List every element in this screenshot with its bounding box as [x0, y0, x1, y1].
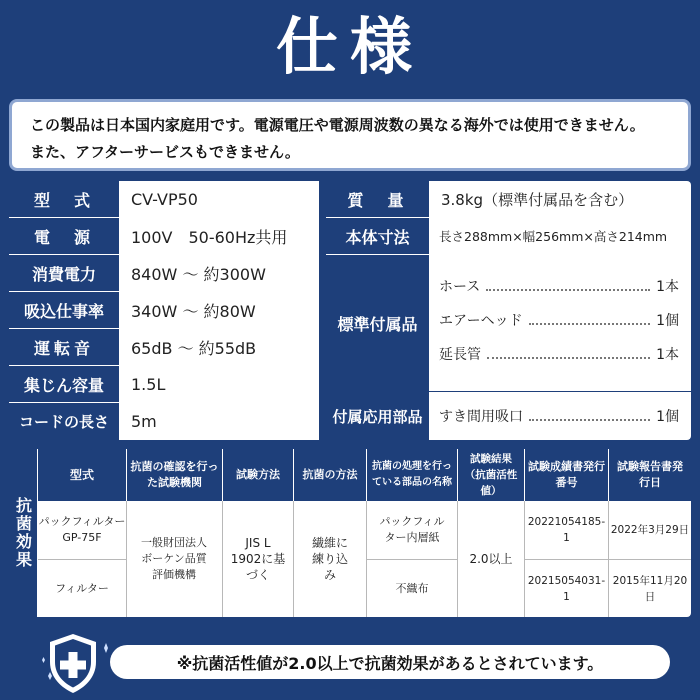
capacity-value: 1.5L — [131, 374, 166, 394]
row2-report-no: 20215054031-1 — [527, 574, 606, 603]
row1-report-no: 20221054185-1 — [527, 516, 606, 544]
header-part: 抗菌の処理を行っている部品の名称 — [367, 449, 457, 501]
row2-model: フィルター — [55, 581, 109, 595]
optional-label: 付属応用部品 — [326, 392, 429, 440]
shield-icon — [28, 626, 118, 698]
power-label: 電 源 — [9, 218, 119, 254]
method-value: JIS L 1902に基づく — [230, 536, 286, 582]
page-title: 仕様 — [275, 10, 424, 83]
row2-part: 不織布 — [395, 581, 429, 595]
header-lab: 抗菌の確認を行った試験機関 — [127, 449, 222, 501]
consumption-value: 840W ～ 約300W — [131, 264, 266, 284]
noise-label: 運転音 — [9, 329, 119, 365]
header-model: 型式 — [38, 449, 126, 501]
consumption-label: 消費電力 — [9, 255, 119, 291]
accessory-item: ホース 1本 — [439, 279, 679, 295]
model-value: CV-VP50 — [131, 189, 198, 209]
header-report-no: 試験成績書発行番号 — [525, 449, 608, 501]
row2-date: 2015年11月20日 — [612, 574, 688, 603]
row1-date: 2022年3月29日 — [610, 524, 690, 536]
weight-value: 3.8kg（標準付属品を含む） — [441, 190, 634, 209]
accessory-item: 延長管 1本 — [439, 347, 679, 363]
suction-label: 吸込仕事率 — [9, 292, 119, 328]
header-result: 試験結果（抗菌活性値） — [458, 449, 524, 501]
capacity-label: 集じん容量 — [9, 366, 119, 402]
antibacterial-footnote: ※抗菌活性値が2.0以上で抗菌効果があるとされています。 — [110, 645, 670, 679]
usage-notice — [9, 99, 691, 171]
weight-label: 質 量 — [326, 181, 429, 217]
result-value: 2.0以上 — [469, 552, 513, 566]
approach-value: 繊維に練り込み — [311, 536, 348, 582]
header-date: 試験報告書発行日 — [609, 449, 691, 501]
optional-item: すき間用吸口 1個 — [439, 409, 679, 425]
noise-value: 65dB ～ 約55dB — [131, 338, 257, 358]
suction-value: 340W ～ 約80W — [131, 301, 256, 321]
lab-value: 一般財団法人ボーケン品質評価機構 — [141, 536, 207, 581]
notice-line-2: また、アフターサービスもできません。 — [30, 143, 300, 161]
size-value: 長さ288mm×幅256mm×高さ214mm — [439, 229, 668, 244]
model-label: 型 式 — [9, 181, 119, 217]
header-method: 試験方法 — [223, 449, 293, 501]
cord-label: コードの長さ — [9, 403, 119, 440]
header-approach: 抗菌の方法 — [294, 449, 366, 501]
accessory-item: エアーヘッド 1個 — [439, 313, 679, 329]
row1-model: パックフィルター GP-75F — [38, 515, 126, 544]
antibacterial-side-label: 抗菌効果 — [9, 449, 37, 617]
accessories-list — [439, 269, 679, 371]
notice-line-1: この製品は日本国内家庭用です。電源電圧や電源周波数の異なる海外では使用できません。 — [30, 116, 645, 134]
row1-part: パックフィルター内層紙 — [379, 515, 445, 544]
antibacterial-table — [9, 449, 691, 617]
spec-table — [9, 181, 691, 440]
accessories-label: 標準付属品 — [326, 255, 429, 391]
cord-value: 5m — [131, 412, 157, 431]
power-value: 100V 50-60Hz共用 — [131, 227, 288, 247]
size-label: 本体寸法 — [326, 218, 429, 254]
